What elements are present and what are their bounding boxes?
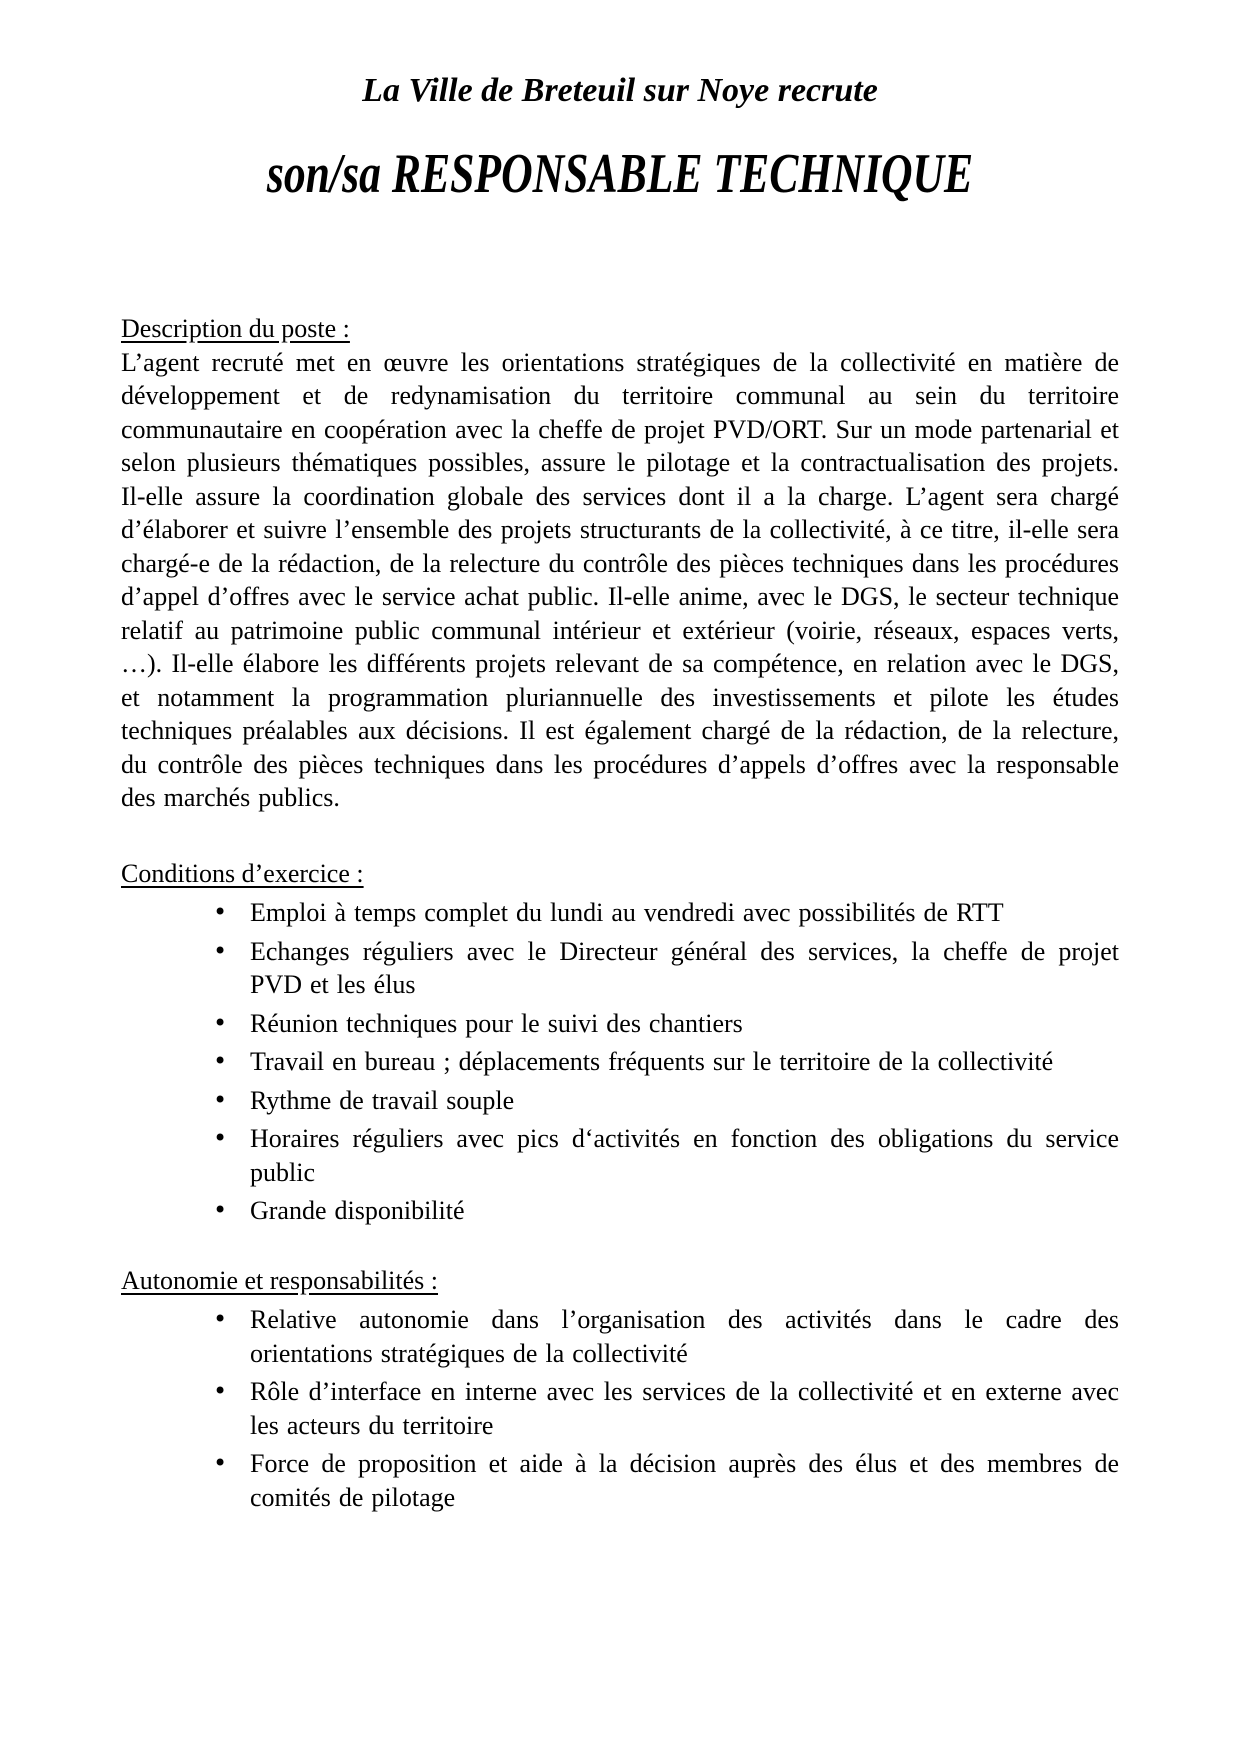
bullet-icon: • [213,936,228,965]
list-item-text: Rythme de travail souple [250,1085,515,1115]
bullet-icon: • [213,1085,228,1114]
conditions-bullet-list [121,896,1119,1228]
list-item-text: Relative autonomie dans l’organisation des activités dans le cadre des orientations stratégiques de la collectivité [250,1305,1119,1368]
list-item-text: Travail en bureau ; déplacements fréquents sur le territoire de la collectivité [250,1047,1054,1076]
list-item [213,1084,1119,1118]
list-item-text: Emploi à temps complet du lundi au vendredi avec possibilités de RTT [250,898,1004,927]
bullet-icon: • [213,1449,228,1477]
list-item-text: Force de proposition et aide à la décision auprès des élus et des membres de comités de pilotage [250,1449,1119,1512]
list-item [213,896,1119,930]
list-item [213,1375,1119,1442]
list-item-text: Réunion techniques pour le suivi des chantiers [250,1008,743,1038]
bullet-icon: • [213,1124,228,1152]
bullet-icon: • [213,1008,228,1037]
list-item [213,935,1119,1002]
bullet-icon: • [213,1196,228,1224]
bullet-icon: • [213,1047,228,1075]
list-item-text: Horaires réguliers avec pics d‘activités en fonction des obligations du service public [250,1124,1119,1187]
list-item-text: Rôle d’interface en interne avec les services de la collectivité et en externe avec les acteurs du territoire [250,1377,1119,1440]
list-item [213,1122,1119,1189]
list-item-text: Grande disponibilité [250,1196,465,1225]
section-autonomie [121,1264,1119,1515]
doc-title: La Ville de Breteuil sur Noye recrute [362,72,878,109]
bullet-icon: • [213,1377,228,1405]
autonomie-bullet-list [121,1303,1119,1514]
section-heading-description: Description du poste : [121,314,350,343]
job-description-paragraph: L’agent recruté met en œuvre les orientations stratégiques de la collectivité en matière de développement et de redynamisation du territoire communal au sein du territoire communautaire en coopération avec la cheffe de projet PVD/ORT. Sur un mode partenarial et selon plusieurs thématiques possibles, assure le pilotage et la contractualisation des projets. Il-elle assure la coordination globale des services dont il a la charge. L’agent sera chargé d’élaborer et suivre l’ensemble des projets structurants de la collectivité, à ce titre, il-elle sera chargé-e de la rédaction, de la relecture du contrôle des pièces techniques dans les procédures d’appel d’offres avec le service achat public. Il-elle anime, avec le DGS, le secteur technique relatif au patrimoine public communal intérieur et extérieur (voirie, réseaux, espaces verts, …). Il-elle élabore les différents projets relevant de sa compétence, en relation avec le DGS, et notamment la programmation pluriannuelle des investissements et pilote les études techniques préalables aux décisions. Il est également chargé de la rédaction, de la relecture, du contrôle des pièces techniques dans les procédures d’appels d’offres avec la responsable des marchés publics. [121,347,1119,812]
section-heading-conditions: Conditions d’exercice : [121,858,364,888]
section-heading-autonomie: Autonomie et responsabilités : [121,1265,439,1295]
list-item [213,1447,1119,1514]
list-item [213,1007,1119,1041]
list-item [213,1303,1119,1370]
doc-subtitle: son/sa RESPONSABLE TECHNIQUE [266,143,974,205]
bullet-icon: • [213,898,228,926]
bullet-icon: • [213,1305,228,1333]
list-item-text: Echanges réguliers avec le Directeur général des services, la cheffe de projet PVD et les élus [250,936,1119,999]
section-conditions [121,857,1119,1228]
list-item [213,1194,1119,1228]
section-description [121,312,1119,815]
list-item [213,1045,1119,1079]
